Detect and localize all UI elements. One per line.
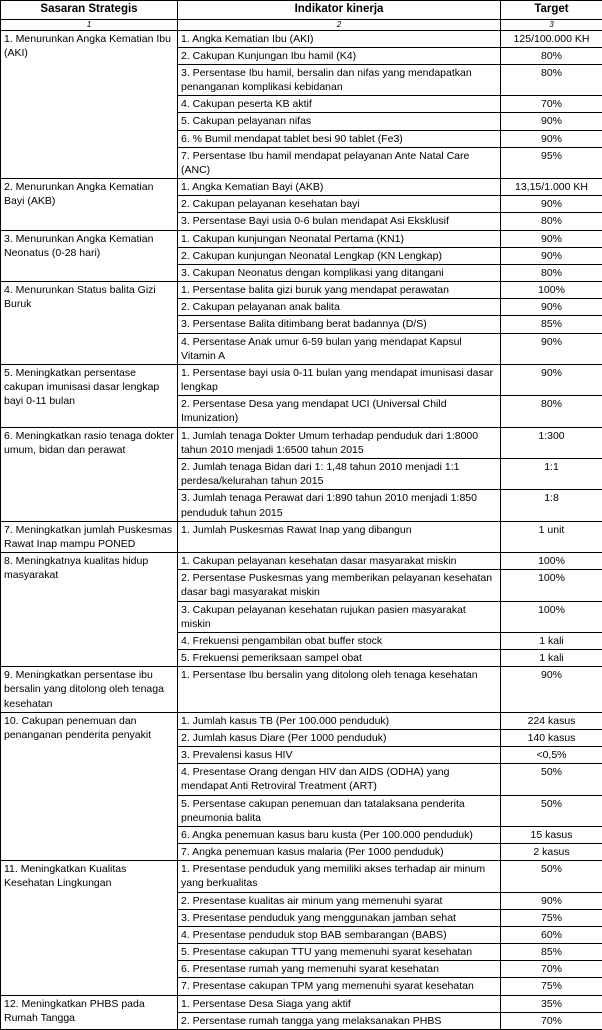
table-row — [1, 427, 602, 458]
table-row — [1, 230, 602, 247]
table-row — [1, 30, 602, 47]
sasaran-cell: 7. Meningkatkan jumlah Puskesmas Rawat Inap mampu PONED — [1, 521, 178, 552]
indikator-cell: 1. Jumlah Puskesmas Rawat Inap yang dibangun — [178, 521, 501, 552]
indikator-cell: 4. Presentase Orang dengan HIV dan AIDS (ODHA) yang mendapat Anti Retroviral Treatment (ART) — [178, 764, 501, 795]
table-row — [1, 179, 602, 196]
indikator-cell: 7. Presentase cakupan TPM yang memenuhi syarat kesehatan — [178, 978, 501, 995]
table-row — [1, 667, 602, 713]
table-row — [1, 521, 602, 552]
target-cell: 50% — [501, 861, 602, 892]
target-cell: 90% — [501, 130, 602, 147]
column-number-1: 1 — [1, 19, 178, 30]
indikator-cell: 6. Presentase rumah yang memenuhi syarat kesehatan — [178, 961, 501, 978]
target-cell: 75% — [501, 978, 602, 995]
target-cell: 1:1 — [501, 458, 602, 489]
indikator-cell: 1. Presentase penduduk yang memiliki akses terhadap air minum yang berkualitas — [178, 861, 501, 892]
indikator-cell: 4. Presentase penduduk stop BAB sembarangan (BABS) — [178, 926, 501, 943]
target-cell: 80% — [501, 264, 602, 281]
sasaran-cell: 11. Meningkatkan Kualitas Kesehatan Lingkungan — [1, 861, 178, 995]
target-cell: 90% — [501, 892, 602, 909]
indikator-cell: 1. Cakupan pelayanan kesehatan dasar masyarakat miskin — [178, 553, 501, 570]
indikator-cell: 2. Cakupan pelayanan kesehatan bayi — [178, 196, 501, 213]
indikator-cell: 2. Persentase Desa yang mendapat UCI (Universal Child Imunization) — [178, 396, 501, 427]
header-sasaran: Sasaran Strategis — [1, 1, 178, 20]
indikator-cell: 4. Cakupan peserta KB aktif — [178, 96, 501, 113]
indikator-cell: 1. Persentase bayi usia 0-11 bulan yang mendapat imunisasi dasar lengkap — [178, 364, 501, 395]
indikator-cell: 2. Presentase kualitas air minum yang memenuhi syarat — [178, 892, 501, 909]
table-row — [1, 282, 602, 299]
indikator-cell: 4. Frekuensi pengambilan obat buffer stock — [178, 632, 501, 649]
target-cell: 1:300 — [501, 427, 602, 458]
column-number-3: 3 — [501, 19, 602, 30]
indikator-cell: 2. Cakupan kunjungan Neonatal Lengkap (KN Lengkap) — [178, 247, 501, 264]
target-cell: 80% — [501, 64, 602, 95]
indikator-cell: 5. Presentase cakupan TTU yang memenuhi syarat kesehatan — [178, 944, 501, 961]
header-target: Target — [501, 1, 602, 20]
sasaran-cell: 3. Menurunkan Angka Kematian Neonatus (0-28 hari) — [1, 230, 178, 282]
table-row — [1, 364, 602, 395]
target-cell: 90% — [501, 299, 602, 316]
target-cell: 224 kasus — [501, 712, 602, 729]
indikator-cell: 6. % Bumil mendapat tablet besi 90 tablet (Fe3) — [178, 130, 501, 147]
indikator-cell: 2. Persentase Puskesmas yang memberikan pelayanan kesehatan dasar bagi masyarakat miskin — [178, 570, 501, 601]
sasaran-cell: 4. Menurunkan Status balita Gizi Buruk — [1, 282, 178, 365]
table-row — [1, 995, 602, 1012]
indikator-cell: 3. Presentase penduduk yang menggunakan jamban sehat — [178, 909, 501, 926]
table-row — [1, 861, 602, 892]
indikator-cell: 3. Prevalensi kasus HIV — [178, 747, 501, 764]
sasaran-cell: 10. Cakupan penemuan dan penanganan penderita penyakit — [1, 712, 178, 861]
indikator-cell: 3. Jumlah tenaga Perawat dari 1:890 tahun 2010 menjadi 1:850 penduduk tahun 2015 — [178, 490, 501, 521]
target-cell: 90% — [501, 196, 602, 213]
indikator-cell: 1. Persentase Ibu bersalin yang ditolong oleh tenaga kesehatan — [178, 667, 501, 713]
table-body — [1, 30, 602, 1029]
indikator-cell: 7. Persentase Ibu hamil mendapat pelayanan Ante Natal Care (ANC) — [178, 147, 501, 178]
target-cell: 100% — [501, 553, 602, 570]
target-cell: 80% — [501, 213, 602, 230]
table-row — [1, 553, 602, 570]
target-cell: <0,5% — [501, 747, 602, 764]
sasaran-cell: 2. Menurunkan Angka Kematian Bayi (AKB) — [1, 179, 178, 231]
target-cell: 90% — [501, 364, 602, 395]
indikator-cell: 5. Frekuensi pemeriksaan sampel obat — [178, 650, 501, 667]
indikator-cell: 1. Persentase Desa Siaga yang aktif — [178, 995, 501, 1012]
sasaran-cell: 1. Menurunkan Angka Kematian Ibu (AKI) — [1, 30, 178, 179]
indikator-cell: 1. Persentase balita gizi buruk yang mendapat perawatan — [178, 282, 501, 299]
indikator-cell: 2. Cakupan pelayanan anak balita — [178, 299, 501, 316]
indikator-cell: 1. Angka Kematian Bayi (AKB) — [178, 179, 501, 196]
target-cell: 75% — [501, 909, 602, 926]
indikator-cell: 2. Cakupan Kunjungan Ibu hamil (K4) — [178, 47, 501, 64]
target-cell: 90% — [501, 113, 602, 130]
target-cell: 85% — [501, 316, 602, 333]
target-cell: 2 kasus — [501, 844, 602, 861]
target-cell: 35% — [501, 995, 602, 1012]
indikator-cell: 1. Cakupan kunjungan Neonatal Pertama (KN1) — [178, 230, 501, 247]
target-cell: 90% — [501, 230, 602, 247]
table-row — [1, 712, 602, 729]
indikator-cell: 1. Jumlah tenaga Dokter Umum terhadap penduduk dari 1:8000 tahun 2010 menjadi 1:6500 tahun 2015 — [178, 427, 501, 458]
indikator-cell: 5. Persentase cakupan penemuan dan tatalaksana penderita pneumonia balita — [178, 795, 501, 826]
target-cell: 70% — [501, 1012, 602, 1029]
target-cell: 1:8 — [501, 490, 602, 521]
indikator-cell: 1. Angka Kematian Ibu (AKI) — [178, 30, 501, 47]
indikator-cell: 6. Angka penemuan kasus baru kusta (Per 100.000 penduduk) — [178, 826, 501, 843]
header-row — [1, 1, 602, 20]
column-number-2: 2 — [178, 19, 501, 30]
indikator-cell: 5. Cakupan pelayanan nifas — [178, 113, 501, 130]
target-cell: 140 kasus — [501, 729, 602, 746]
target-cell: 80% — [501, 47, 602, 64]
target-cell: 1 kali — [501, 632, 602, 649]
target-cell: 100% — [501, 570, 602, 601]
column-number-row — [1, 19, 602, 30]
sasaran-cell: 12. Meningkatkan PHBS pada Rumah Tangga — [1, 995, 178, 1029]
indikator-cell: 3. Persentase Bayi usia 0-6 bulan mendapat Asi Eksklusif — [178, 213, 501, 230]
indikator-cell: 3. Persentase Balita ditimbang berat badannya (D/S) — [178, 316, 501, 333]
indikator-cell: 1. Jumlah kasus TB (Per 100.000 penduduk) — [178, 712, 501, 729]
target-cell: 80% — [501, 396, 602, 427]
header-indikator: Indikator kinerja — [178, 1, 501, 20]
indikator-cell: 3. Persentase Ibu hamil, bersalin dan nifas yang mendapatkan penanganan komplikasi kebidanan — [178, 64, 501, 95]
indikator-cell: 7. Angka penemuan kasus malaria (Per 1000 penduduk) — [178, 844, 501, 861]
target-cell: 15 kasus — [501, 826, 602, 843]
target-cell: 13,15/1.000 KH — [501, 179, 602, 196]
target-cell: 70% — [501, 96, 602, 113]
target-cell: 90% — [501, 247, 602, 264]
target-cell: 90% — [501, 333, 602, 364]
sasaran-cell: 9. Meningkatkan persentase ibu bersalin yang ditolong oleh tenaga kesehatan — [1, 667, 178, 713]
indikator-cell: 3. Cakupan Neonatus dengan komplikasi yang ditangani — [178, 264, 501, 281]
target-cell: 50% — [501, 795, 602, 826]
target-cell: 100% — [501, 601, 602, 632]
indikator-cell: 2. Persentase rumah tangga yang melaksanakan PHBS — [178, 1012, 501, 1029]
indikator-cell: 3. Cakupan pelayanan kesehatan rujukan pasien masyarakat miskin — [178, 601, 501, 632]
target-cell: 125/100.000 KH — [501, 30, 602, 47]
sasaran-cell: 6. Meningkatkan rasio tenaga dokter umum, bidan dan perawat — [1, 427, 178, 521]
target-cell: 1 kali — [501, 650, 602, 667]
target-cell: 85% — [501, 944, 602, 961]
target-cell: 70% — [501, 961, 602, 978]
target-cell: 1 unit — [501, 521, 602, 552]
target-cell: 60% — [501, 926, 602, 943]
sasaran-cell: 8. Meningkatnya kualitas hidup masyarakat — [1, 553, 178, 667]
target-cell: 90% — [501, 667, 602, 713]
indikator-cell: 4. Persentase Anak umur 6-59 bulan yang mendapat Kapsul Vitamin A — [178, 333, 501, 364]
target-cell: 50% — [501, 764, 602, 795]
target-cell: 100% — [501, 282, 602, 299]
sasaran-cell: 5. Meningkatkan persentase cakupan imunisasi dasar lengkap bayi 0-11 bulan — [1, 364, 178, 427]
target-cell: 95% — [501, 147, 602, 178]
indikator-cell: 2. Jumlah kasus Diare (Per 1000 penduduk) — [178, 729, 501, 746]
indikator-cell: 2. Jumlah tenaga Bidan dari 1: 1,48 tahun 2010 menjadi 1:1 perdesa/kelurahan tahun 2015 — [178, 458, 501, 489]
